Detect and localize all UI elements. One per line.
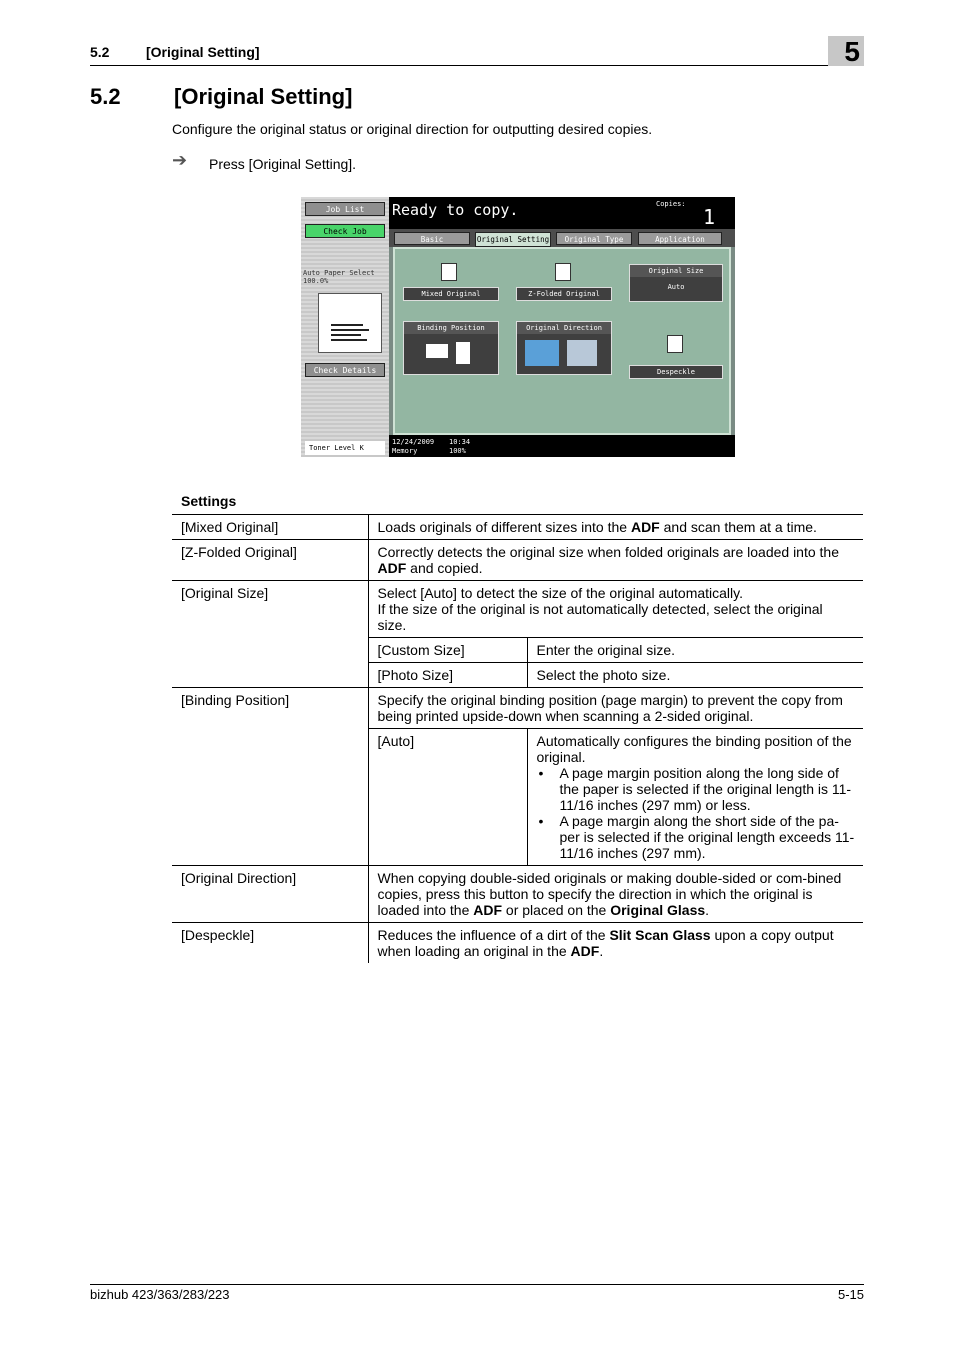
bullet-list <box>537 765 856 861</box>
copy-preview-icon <box>318 293 382 353</box>
sub-setting-name: [Photo Size] <box>368 663 527 688</box>
settings-heading: Settings <box>181 493 237 509</box>
sub-setting-description: Select the photo size. <box>527 663 863 688</box>
preview-line <box>331 329 369 331</box>
z-folded-original-button[interactable]: Z-Folded Original <box>516 287 612 301</box>
zoom-value: 100.0% <box>303 277 329 285</box>
setting-description: Correctly detects the original size when folded originals are loaded into the ADF and copied. <box>368 540 863 581</box>
table-row <box>172 866 863 923</box>
setting-description: Loads originals of different sizes into the ADF and scan them at a time. <box>368 515 863 540</box>
original-size-button[interactable] <box>629 264 723 302</box>
setting-name: [Despeckle] <box>172 923 368 964</box>
setting-name: [Binding Position] <box>172 688 368 866</box>
setting-description: Select [Auto] to detect the size of the original automatically. If the size of the original is not automatically detected, select the original size. <box>368 581 863 638</box>
toner-level-indicator <box>305 441 385 455</box>
check-job-button[interactable]: Check Job <box>305 224 385 238</box>
auto-paper-label: Auto Paper Select <box>303 269 375 277</box>
list-item: • A page margin position along the long side of the paper is selected if the original length is 11-11/16 inches (297 mm) or less. <box>537 765 856 813</box>
sub-setting-name: [Custom Size] <box>368 638 527 663</box>
setting-name: [Z-Folded Original] <box>172 540 368 581</box>
tab-original-setting[interactable]: Original Setting <box>475 232 551 247</box>
memory-value: 100% <box>449 447 466 455</box>
header-section-title: [Original Setting] <box>146 44 260 60</box>
preview-line <box>331 334 361 336</box>
screen-main-area <box>393 247 731 435</box>
binding-ab-icon <box>426 344 448 358</box>
direction-icon <box>567 340 597 366</box>
original-direction-button[interactable] <box>516 321 612 375</box>
table-row <box>172 515 863 540</box>
screen-date: 12/24/2009 <box>392 438 435 446</box>
setting-name: [Mixed Original] <box>172 515 368 540</box>
copies-value: 1 <box>703 205 716 229</box>
intro-text: Configure the original status or original direction for outputting desired copies. <box>172 121 653 137</box>
direction-icon <box>525 340 559 366</box>
screen-left-panel <box>301 197 389 457</box>
screen-time: 10:34 <box>449 438 471 446</box>
despeckle-button[interactable]: Despeckle <box>629 365 723 379</box>
setting-description: Specify the original binding position (page margin) to prevent the copy from being printed upside-down when scanning a 2-sided original. <box>368 688 863 729</box>
original-direction-label: Original Direction <box>517 322 611 334</box>
chapter-number-badge: 5 <box>828 36 864 66</box>
toner-level-label: Toner Level <box>309 444 356 452</box>
setting-description: When copying double-sided originals or making double-sided or com-bined copies, press this button to specify the direction in which the original is loaded into the ADF or placed on the Original Glass. <box>368 866 863 923</box>
preview-line <box>331 339 367 341</box>
list-item: • A page margin along the short side of the pa-per is selected if the original length exceeds 11-11/16 inches (297 mm). <box>537 813 856 861</box>
header-section-number: 5.2 <box>90 44 110 60</box>
footer-model: bizhub 423/363/283/223 <box>90 1287 230 1302</box>
ready-message: Ready to copy. <box>392 201 519 219</box>
table-row <box>172 581 863 638</box>
page-title-number: 5.2 <box>90 84 121 109</box>
sub-setting-description: Enter the original size. <box>527 638 863 663</box>
check-details-button[interactable]: Check Details <box>305 363 385 377</box>
memory-label: Memory <box>392 447 418 455</box>
setting-name: [Original Size] <box>172 581 368 688</box>
tab-original-type[interactable]: Original Type <box>556 232 632 245</box>
copier-screen-image <box>301 197 735 457</box>
binding-position-button[interactable] <box>403 321 499 375</box>
tab-application[interactable]: Application <box>638 232 722 245</box>
footer-page-number: 5-15 <box>837 1287 864 1302</box>
mixed-original-icon <box>441 263 457 281</box>
job-list-button[interactable]: Job List <box>305 202 385 216</box>
table-row <box>172 540 863 581</box>
preview-line <box>331 324 363 326</box>
running-header <box>90 42 864 66</box>
screen-status-bar <box>389 197 735 229</box>
table-row <box>172 923 863 964</box>
setting-name: [Original Direction] <box>172 866 368 923</box>
screen-footer <box>389 435 735 457</box>
screen-tab-bar <box>389 229 735 247</box>
sub-setting-description: Automatically configures the binding position of the original. • A page margin position along the long side of the paper is selected if the original length is 11-11/16 inches (297 mm) or less. • A page margin along the short side of the pa-per is selected if the original length exceeds 11-11/16 inches (297 mm). <box>527 729 863 866</box>
copies-label: Copies: <box>656 200 686 208</box>
page-title-text: [Original Setting] <box>174 84 353 109</box>
binding-ab-vertical-icon <box>456 342 470 364</box>
arrow-right-icon: ➔ <box>172 150 188 170</box>
sub-setting-name: [Auto] <box>368 729 527 866</box>
toner-k-label: K <box>359 444 364 452</box>
original-size-label: Original Size <box>630 265 722 277</box>
despeckle-icon <box>667 335 683 353</box>
z-folded-icon <box>555 263 571 281</box>
binding-position-label: Binding Position <box>404 322 498 334</box>
setting-description: Reduces the influence of a dirt of the Slit Scan Glass upon a copy output when loading an original in the ADF. <box>368 923 863 964</box>
mixed-original-button[interactable]: Mixed Original <box>403 287 499 301</box>
original-size-value: Auto <box>667 283 685 291</box>
step-text: Press [Original Setting]. <box>209 156 357 172</box>
footer-divider <box>90 1284 864 1285</box>
paper-zoom-status <box>303 269 389 285</box>
table-row <box>172 688 863 729</box>
settings-table <box>172 514 863 963</box>
tab-basic[interactable]: Basic <box>394 232 470 245</box>
